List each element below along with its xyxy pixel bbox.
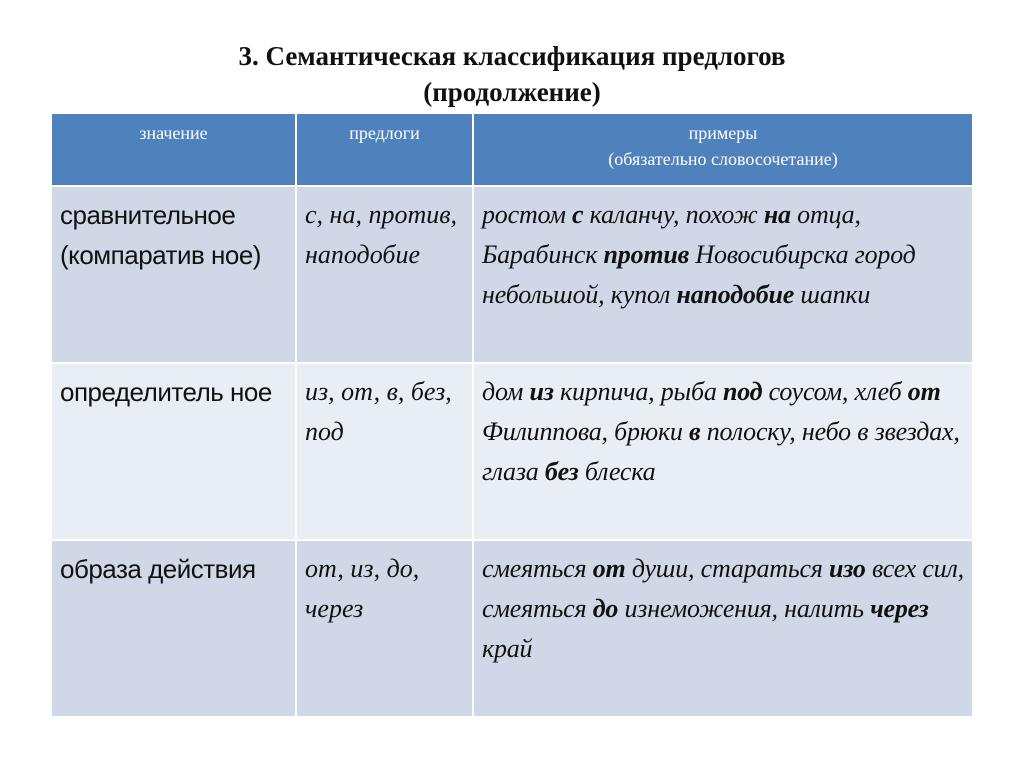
- meaning-cell: определитель ное: [51, 363, 296, 540]
- example-text: полоску, небо в звездах, глаза: [482, 417, 960, 486]
- example-text: край: [482, 634, 533, 663]
- preposition-highlight: до: [592, 594, 619, 623]
- meaning-cell: сравнительное (компаратив ное): [51, 186, 296, 363]
- example-text: смеяться: [482, 554, 593, 583]
- header-examples: [473, 113, 973, 186]
- preposition-highlight: в: [689, 417, 701, 446]
- preposition-highlight: против: [603, 240, 690, 269]
- preposition-highlight: от: [907, 377, 941, 406]
- preposition-highlight: через: [870, 594, 929, 623]
- example-text: души, стараться: [625, 554, 829, 583]
- example-text: Филиппова, брюки: [482, 417, 690, 446]
- preposition-highlight: наподобие: [676, 280, 795, 309]
- header-meaning: значение: [51, 113, 296, 186]
- title-line-2: (продолжение): [423, 77, 601, 107]
- preposition-highlight: на: [763, 200, 791, 229]
- example-text: блеска: [578, 457, 656, 486]
- header-prepositions: предлоги: [296, 113, 473, 186]
- example-text: дом: [482, 377, 530, 406]
- table-row: [51, 363, 973, 540]
- examples-cell: [473, 540, 973, 717]
- example-text: Новосибирска город небольшой, купол: [482, 240, 916, 309]
- example-text: кирпича, рыба: [553, 377, 723, 406]
- table-row: [51, 540, 973, 717]
- table-row: [51, 186, 973, 363]
- examples-cell: [473, 186, 973, 363]
- preposition-highlight: с: [572, 200, 584, 229]
- meaning-cell: образа действия: [51, 540, 296, 717]
- example-text: отца, Барабинск: [482, 200, 861, 269]
- title-line-1: 3. Семантическая классификация предлогов: [238, 41, 786, 71]
- prepositions-cell: от, из, до, через: [296, 540, 473, 717]
- preposition-highlight: под: [722, 377, 763, 406]
- preposition-highlight: из: [529, 377, 554, 406]
- example-text: шапки: [794, 280, 871, 309]
- prepositions-table: [50, 112, 974, 718]
- preposition-highlight: без: [544, 457, 579, 486]
- prepositions-cell: с, на, против, наподобие: [296, 186, 473, 363]
- example-text: каланчу, похож: [583, 200, 764, 229]
- example-text: изнеможения, налить: [618, 594, 871, 623]
- preposition-highlight: изо: [828, 554, 866, 583]
- header-examples-line1: примеры: [688, 123, 758, 143]
- slide-title: [0, 38, 1024, 110]
- examples-cell: [473, 363, 973, 540]
- example-text: соусом, хлеб: [762, 377, 908, 406]
- table-header-row: [51, 113, 973, 186]
- prepositions-cell: из, от, в, без, под: [296, 363, 473, 540]
- example-text: ростом: [482, 200, 573, 229]
- preposition-highlight: от: [592, 554, 626, 583]
- example-text: всех сил, смеяться: [482, 554, 964, 623]
- header-examples-line2: (обязательно словосочетание): [608, 149, 838, 169]
